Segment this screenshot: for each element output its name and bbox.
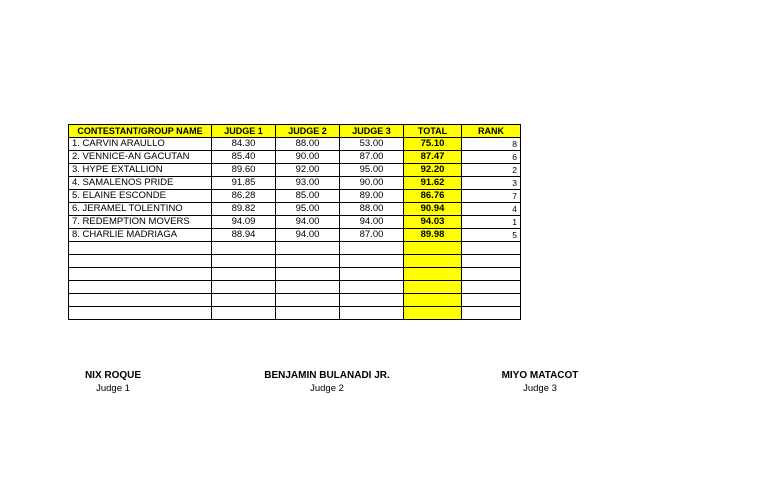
contestant-name-cell: 7. REDEMPTION MOVERS bbox=[69, 216, 212, 229]
empty-cell bbox=[462, 242, 521, 255]
judge-2-score-cell: 94.00 bbox=[276, 216, 340, 229]
total-score-cell: 89.98 bbox=[404, 229, 462, 242]
judge-3-signature bbox=[490, 370, 590, 394]
empty-table-row bbox=[69, 307, 521, 320]
judge-2-score-cell: 95.00 bbox=[276, 203, 340, 216]
judge-1-score-cell: 84.30 bbox=[212, 138, 276, 151]
empty-cell bbox=[404, 268, 462, 281]
header-total: TOTAL bbox=[404, 125, 462, 138]
empty-cell bbox=[212, 242, 276, 255]
judge-2-score-cell: 90.00 bbox=[276, 151, 340, 164]
table-row bbox=[69, 177, 521, 190]
judge-1-signature bbox=[73, 370, 153, 394]
judge-2-role: Judge 2 bbox=[310, 383, 344, 394]
score-table bbox=[68, 124, 521, 320]
empty-cell bbox=[404, 294, 462, 307]
empty-cell bbox=[276, 307, 340, 320]
rank-cell: 6 bbox=[462, 151, 521, 164]
rank-cell: 4 bbox=[462, 203, 521, 216]
total-score-cell: 75.10 bbox=[404, 138, 462, 151]
empty-cell bbox=[276, 294, 340, 307]
rank-cell: 1 bbox=[462, 216, 521, 229]
table-row bbox=[69, 138, 521, 151]
empty-cell bbox=[69, 281, 212, 294]
judge-3-name: MIYO MATACOT bbox=[501, 370, 579, 381]
empty-cell bbox=[462, 307, 521, 320]
empty-cell bbox=[462, 294, 521, 307]
judge-1-name: NIX ROQUE bbox=[84, 370, 142, 381]
empty-cell bbox=[340, 268, 404, 281]
rank-cell: 8 bbox=[462, 138, 521, 151]
judge-1-score-cell: 86.28 bbox=[212, 190, 276, 203]
rank-cell: 2 bbox=[462, 164, 521, 177]
judge-1-role: Judge 1 bbox=[96, 383, 130, 394]
header-judge-1: JUDGE 1 bbox=[212, 125, 276, 138]
judge-2-signature bbox=[252, 370, 402, 394]
header-rank: RANK bbox=[462, 125, 521, 138]
total-score-cell: 86.76 bbox=[404, 190, 462, 203]
empty-cell bbox=[276, 255, 340, 268]
judge-1-score-cell: 94.09 bbox=[212, 216, 276, 229]
total-score-cell: 91.62 bbox=[404, 177, 462, 190]
header-row bbox=[69, 125, 521, 138]
total-score-cell: 87.47 bbox=[404, 151, 462, 164]
judge-1-score-cell: 85.40 bbox=[212, 151, 276, 164]
empty-cell bbox=[69, 294, 212, 307]
empty-table-row bbox=[69, 268, 521, 281]
header-contestant: CONTESTANT/GROUP NAME bbox=[69, 125, 212, 138]
judge-3-score-cell: 95.00 bbox=[340, 164, 404, 177]
judge-2-name: BENJAMIN BULANADI JR. bbox=[264, 370, 390, 381]
empty-cell bbox=[462, 255, 521, 268]
header-judge-2: JUDGE 2 bbox=[276, 125, 340, 138]
empty-cell bbox=[340, 307, 404, 320]
contestant-name-cell: 3. HYPE EXTALLION bbox=[69, 164, 212, 177]
contestant-name-cell: 1. CARVIN ARAULLO bbox=[69, 138, 212, 151]
rank-cell: 5 bbox=[462, 229, 521, 242]
judge-3-role: Judge 3 bbox=[523, 383, 557, 394]
judge-3-score-cell: 94.00 bbox=[340, 216, 404, 229]
header-judge-3: JUDGE 3 bbox=[340, 125, 404, 138]
contestant-name-cell: 2. VENNICE-AN GACUTAN bbox=[69, 151, 212, 164]
empty-cell bbox=[212, 281, 276, 294]
judge-1-score-cell: 89.82 bbox=[212, 203, 276, 216]
table-row bbox=[69, 216, 521, 229]
empty-cell bbox=[69, 307, 212, 320]
judge-3-score-cell: 90.00 bbox=[340, 177, 404, 190]
empty-table-row bbox=[69, 281, 521, 294]
empty-cell bbox=[69, 242, 212, 255]
empty-cell bbox=[462, 268, 521, 281]
judge-1-score-cell: 88.94 bbox=[212, 229, 276, 242]
empty-cell bbox=[212, 255, 276, 268]
empty-table-row bbox=[69, 255, 521, 268]
total-score-cell: 92.20 bbox=[404, 164, 462, 177]
empty-cell bbox=[276, 268, 340, 281]
judge-3-score-cell: 89.00 bbox=[340, 190, 404, 203]
judge-3-score-cell: 88.00 bbox=[340, 203, 404, 216]
empty-cell bbox=[404, 307, 462, 320]
empty-cell bbox=[404, 255, 462, 268]
judge-3-score-cell: 53.00 bbox=[340, 138, 404, 151]
empty-cell bbox=[340, 294, 404, 307]
judge-1-score-cell: 89.60 bbox=[212, 164, 276, 177]
empty-cell bbox=[404, 281, 462, 294]
rank-cell: 7 bbox=[462, 190, 521, 203]
empty-cell bbox=[69, 268, 212, 281]
empty-cell bbox=[69, 255, 212, 268]
judge-2-score-cell: 88.00 bbox=[276, 138, 340, 151]
empty-cell bbox=[462, 281, 521, 294]
judge-1-score-cell: 91.85 bbox=[212, 177, 276, 190]
table-row bbox=[69, 229, 521, 242]
contestant-name-cell: 6. JERAMEL TOLENTINO bbox=[69, 203, 212, 216]
empty-table-row bbox=[69, 294, 521, 307]
judge-2-score-cell: 93.00 bbox=[276, 177, 340, 190]
empty-cell bbox=[340, 281, 404, 294]
total-score-cell: 90.94 bbox=[404, 203, 462, 216]
empty-cell bbox=[212, 294, 276, 307]
judge-2-score-cell: 94.00 bbox=[276, 229, 340, 242]
empty-cell bbox=[276, 242, 340, 255]
judge-2-score-cell: 92.00 bbox=[276, 164, 340, 177]
empty-cell bbox=[404, 242, 462, 255]
table-row bbox=[69, 151, 521, 164]
judge-3-score-cell: 87.00 bbox=[340, 229, 404, 242]
table-row bbox=[69, 203, 521, 216]
table-row bbox=[69, 164, 521, 177]
judge-2-score-cell: 85.00 bbox=[276, 190, 340, 203]
contestant-name-cell: 5. ELAINE ESCONDE bbox=[69, 190, 212, 203]
empty-cell bbox=[340, 255, 404, 268]
judge-3-score-cell: 87.00 bbox=[340, 151, 404, 164]
contestant-name-cell: 8. CHARLIE MADRIAGA bbox=[69, 229, 212, 242]
total-score-cell: 94.03 bbox=[404, 216, 462, 229]
empty-cell bbox=[212, 268, 276, 281]
rank-cell: 3 bbox=[462, 177, 521, 190]
empty-cell bbox=[276, 281, 340, 294]
table-row bbox=[69, 190, 521, 203]
contestant-name-cell: 4. SAMALENOS PRIDE bbox=[69, 177, 212, 190]
empty-table-row bbox=[69, 242, 521, 255]
empty-cell bbox=[212, 307, 276, 320]
empty-cell bbox=[340, 242, 404, 255]
